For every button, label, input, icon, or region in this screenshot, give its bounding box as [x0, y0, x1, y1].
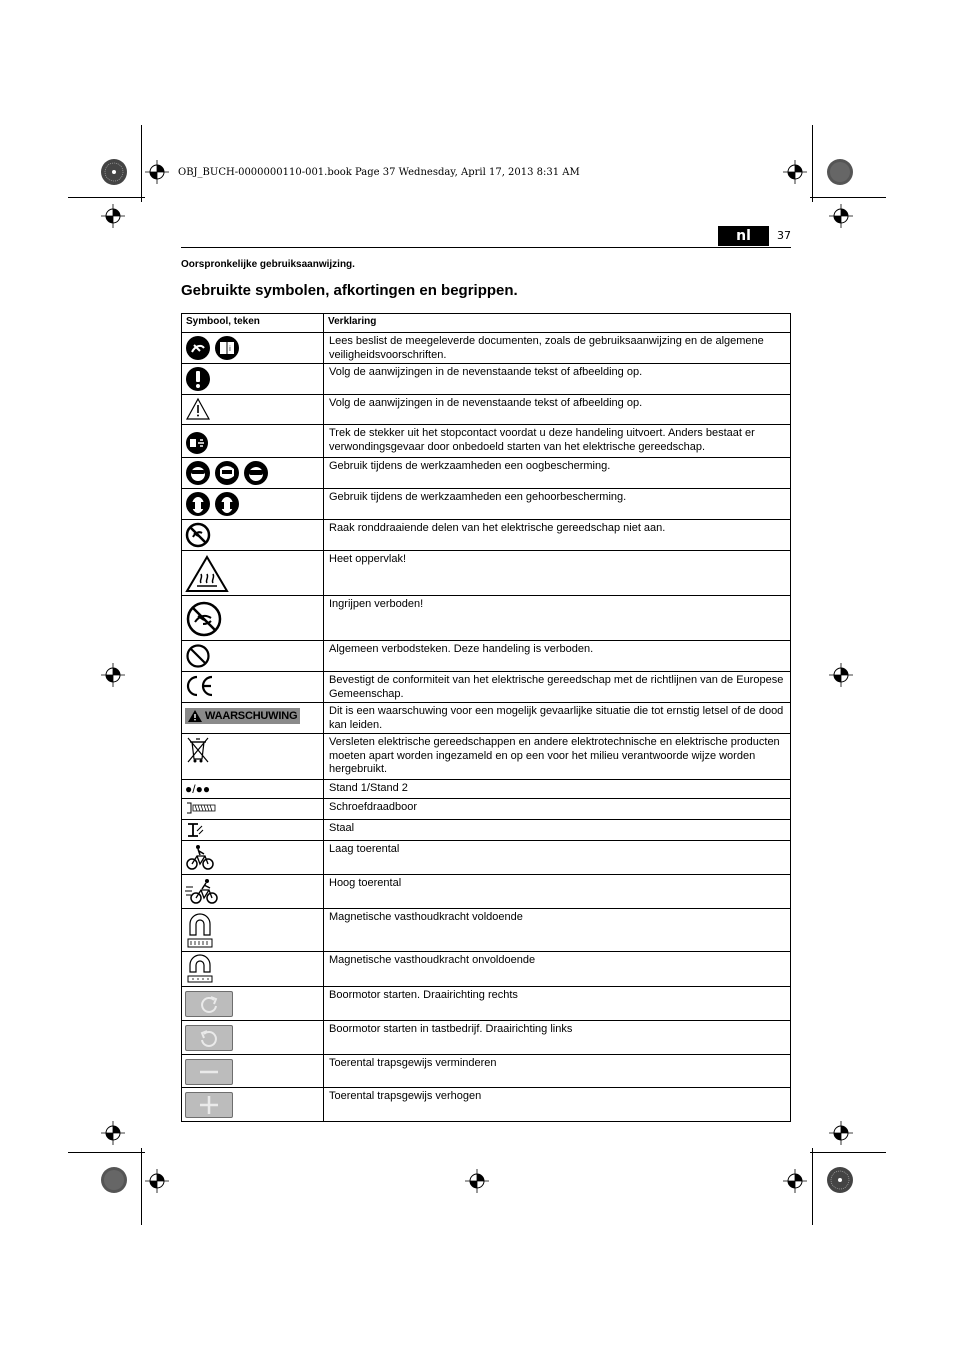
- table-row: [182, 952, 791, 987]
- rotate-left-icon: [198, 1028, 220, 1048]
- section-title: Gebruikte symbolen, afkortingen en begrippen.: [181, 282, 518, 299]
- row-description: Volg de aanwijzingen in de nevenstaande tekst of afbeelding op.: [324, 395, 791, 425]
- row-description: Magnetische vasthoudkracht onvoldoende: [324, 952, 791, 987]
- crop-mark: [141, 1148, 142, 1225]
- column-header: Symbool, teken: [182, 314, 324, 333]
- warning-label: [185, 708, 300, 724]
- exclamation-icon: [185, 366, 211, 392]
- plus-button: [185, 1092, 233, 1118]
- row-description: Schroefdraadboor: [324, 799, 791, 820]
- table-row: [182, 1021, 791, 1055]
- registration-mark-icon: [783, 1169, 807, 1193]
- hot-surface-icon: [185, 555, 229, 593]
- starburst-mark-icon: [826, 1166, 854, 1194]
- registration-mark-icon: [829, 1121, 853, 1145]
- row-description: Staal: [324, 820, 791, 841]
- minus-icon: [198, 1067, 220, 1077]
- warning-triangle-icon: [185, 397, 211, 421]
- crossed-bin-icon: [185, 736, 211, 764]
- crop-mark: [812, 125, 813, 202]
- rotate-right-button: [185, 991, 233, 1017]
- face-shield-icon: [214, 460, 240, 486]
- row-description: Stand 1/Stand 2: [324, 780, 791, 799]
- table-row: [182, 799, 791, 820]
- magnet-weak-icon: [185, 954, 215, 984]
- table-row: [182, 672, 791, 703]
- row-description: Hoog toerental: [324, 875, 791, 909]
- row-description: Gebruik tijdens de werkzaamheden een gehoorbescherming.: [324, 489, 791, 520]
- bicycle-fast-icon: [185, 877, 219, 905]
- table-header-row: [182, 314, 791, 333]
- minus-button: [185, 1059, 233, 1085]
- table-row: [182, 987, 791, 1021]
- crop-mark: [810, 1152, 886, 1153]
- row-description: Raak ronddraaiende delen van het elektrische gereedschap niet aan.: [324, 520, 791, 551]
- page-number: 37: [777, 229, 791, 242]
- color-dot-mark-icon: [100, 1166, 128, 1194]
- ear-protection-icon: [214, 491, 240, 517]
- row-description: Bevestigt de conformiteit van het elektrische gereedschap met de richtlijnen van de Europese Gemeenschap.: [324, 672, 791, 703]
- goggles-icon: [243, 460, 269, 486]
- crop-mark: [68, 1152, 145, 1153]
- bicycle-slow-icon: [185, 843, 215, 871]
- table-row: [182, 596, 791, 641]
- warning-triangle-icon: [188, 710, 202, 722]
- magnet-strong-icon: [185, 911, 215, 949]
- row-description: Laag toerental: [324, 841, 791, 875]
- read-manual-icon: [185, 335, 211, 361]
- table-row: [182, 734, 791, 780]
- registration-mark-icon: [829, 204, 853, 228]
- registration-mark-icon: [829, 663, 853, 687]
- row-description: Boormotor starten in tastbedrijf. Draairichting links: [324, 1021, 791, 1055]
- table-row: [182, 909, 791, 952]
- rotate-left-button: [185, 1025, 233, 1051]
- registration-mark-icon: [145, 1169, 169, 1193]
- crop-mark: [810, 197, 886, 198]
- row-description: Gebruik tijdens de werkzaamheden een oogbescherming.: [324, 458, 791, 489]
- crop-mark: [141, 125, 142, 202]
- table-row: [182, 820, 791, 841]
- table-row: [182, 489, 791, 520]
- table-row: [182, 780, 791, 799]
- tap-drill-icon: [185, 801, 217, 815]
- table-row: [182, 425, 791, 458]
- subtitle: Oorspronkelijke gebruiksaanwijzing.: [181, 259, 355, 270]
- row-description: Ingrijpen verboden!: [324, 596, 791, 641]
- table-row: [182, 333, 791, 364]
- symbols-table: [181, 313, 791, 1122]
- column-header: Verklaring: [324, 314, 791, 333]
- ce-mark-icon: [185, 674, 215, 698]
- table-row: [182, 703, 791, 734]
- row-description: Boormotor starten. Draairichting rechts: [324, 987, 791, 1021]
- registration-mark-icon: [465, 1169, 489, 1193]
- table-row: [182, 1088, 791, 1122]
- row-description: Dit is een waarschuwing voor een mogelijk gevaarlijke situatie die tot ernstig letsel of de dood kan leiden.: [324, 703, 791, 734]
- row-description: Toerental trapsgewijs verminderen: [324, 1055, 791, 1088]
- table-row: [182, 841, 791, 875]
- table-row: [182, 458, 791, 489]
- row-description: Algemeen verbodsteken. Deze handeling is verboden.: [324, 641, 791, 672]
- registration-mark-icon: [145, 160, 169, 184]
- registration-mark-icon: [783, 160, 807, 184]
- row-description: Heet oppervlak!: [324, 551, 791, 596]
- starburst-mark-icon: [100, 158, 128, 186]
- row-description: Volg de aanwijzingen in de nevenstaande tekst of afbeelding op.: [324, 364, 791, 395]
- rotate-right-icon: [198, 994, 220, 1014]
- no-reach-in-icon: [185, 600, 223, 638]
- table-row: [182, 551, 791, 596]
- manual-book-icon: [214, 335, 240, 361]
- table-row: [182, 1055, 791, 1088]
- no-touch-icon: [185, 522, 211, 548]
- safety-glasses-icon: [185, 460, 211, 486]
- warning-label-text: WAARSCHUWING: [205, 710, 298, 722]
- stand-dots: ●/●●: [185, 782, 211, 796]
- registration-mark-icon: [101, 204, 125, 228]
- plus-icon: [198, 1094, 220, 1116]
- table-row: [182, 364, 791, 395]
- crop-mark: [68, 197, 145, 198]
- color-dot-mark-icon: [826, 158, 854, 186]
- row-description: Versleten elektrische gereedschappen en andere elektrotechnische en elektrische producten moeten apart worden ingezameld en op een voor het milieu verantwoorde wijze worden hergebruikt.: [324, 734, 791, 780]
- row-description: Trek de stekker uit het stopcontact voordat u deze handeling uitvoert. Anders bestaat er verwondingsgevaar door onbedoeld starten van het elektrische gereedschap.: [324, 425, 791, 458]
- row-description: Toerental trapsgewijs verhogen: [324, 1088, 791, 1122]
- ear-protection-icon: [185, 491, 211, 517]
- steel-icon: [185, 822, 205, 838]
- crop-mark: [812, 1148, 813, 1225]
- table-row: [182, 641, 791, 672]
- registration-mark-icon: [101, 1121, 125, 1145]
- row-description: Magnetische vasthoudkracht voldoende: [324, 909, 791, 952]
- language-badge: nl: [718, 226, 769, 246]
- book-header: OBJ_BUCH-0000000110-001.book Page 37 Wednesday, April 17, 2013 8:31 AM: [178, 167, 580, 178]
- table-row: [182, 520, 791, 551]
- page-header: [181, 226, 791, 248]
- table-row: [182, 875, 791, 909]
- registration-mark-icon: [101, 663, 125, 687]
- table-row: [182, 395, 791, 425]
- svg-text:i: i: [229, 345, 231, 353]
- unplug-icon: [185, 431, 209, 455]
- prohibition-icon: [185, 643, 211, 669]
- row-description: Lees beslist de meegeleverde documenten, zoals de gebruiksaanwijzing en de algemene veiligheidsvoorschriften.: [324, 333, 791, 364]
